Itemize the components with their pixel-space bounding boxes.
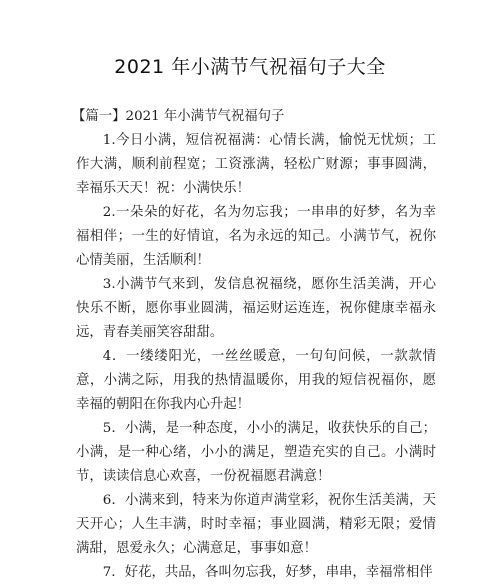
paragraph-5: 5．小满，是一种态度，小小的满足，收获快乐的自己；小满，是一种心绪，小小的满足，塑造充实的自己。小满时节，读读信息心欢喜，一份祝福愿君满意！: [76, 421, 436, 484]
paragraph-2: 2.一朵朵的好花，名为勿忘我；一串串的好梦，名为幸福相伴；一生的好情谊，名为永远的知己。小满节气，祝你心情美丽，生活顺利！: [76, 205, 436, 268]
paragraph-4: 4．一缕缕阳光，一丝丝暖意，一句句问候，一款款情意，小满之际，用我的热情温暖你，用我的短信祝福你，愿幸福的朝阳在你我内心升起！: [76, 349, 436, 412]
paragraph-1: 1.今日小满，短信祝福满：心情长满，愉悦无忧烦；工作大满，顺利前程宽；工资涨满，轻松广财源；事事圆满，幸福乐天天！祝：小满快乐！: [76, 133, 436, 196]
document-body: [72, 105, 436, 585]
paragraph-6: 6．小满来到，特来为你道声满堂彩，祝你生活美满，天天开心；人生丰满，时时幸福；事业圆满，精彩无限；爱情满甜，恩爱永久；心满意足，事事如意！: [76, 493, 436, 556]
section-heading: 【篇一】2021 年小满节气祝福句子: [72, 109, 285, 124]
document-title: 2021 年小满节气祝福句子大全: [114, 56, 386, 78]
paragraph-7: 7．好花，共品，各叫勿忘我，好梦，串串，幸福常相伴: [102, 565, 433, 580]
paragraph-3: 3.小满节气来到，发信息祝福绕，愿你生活美满，开心快乐不断，愿你事业圆满，福运财运连连，祝你健康幸福永远，青春美丽笑容甜甜。: [76, 277, 436, 340]
